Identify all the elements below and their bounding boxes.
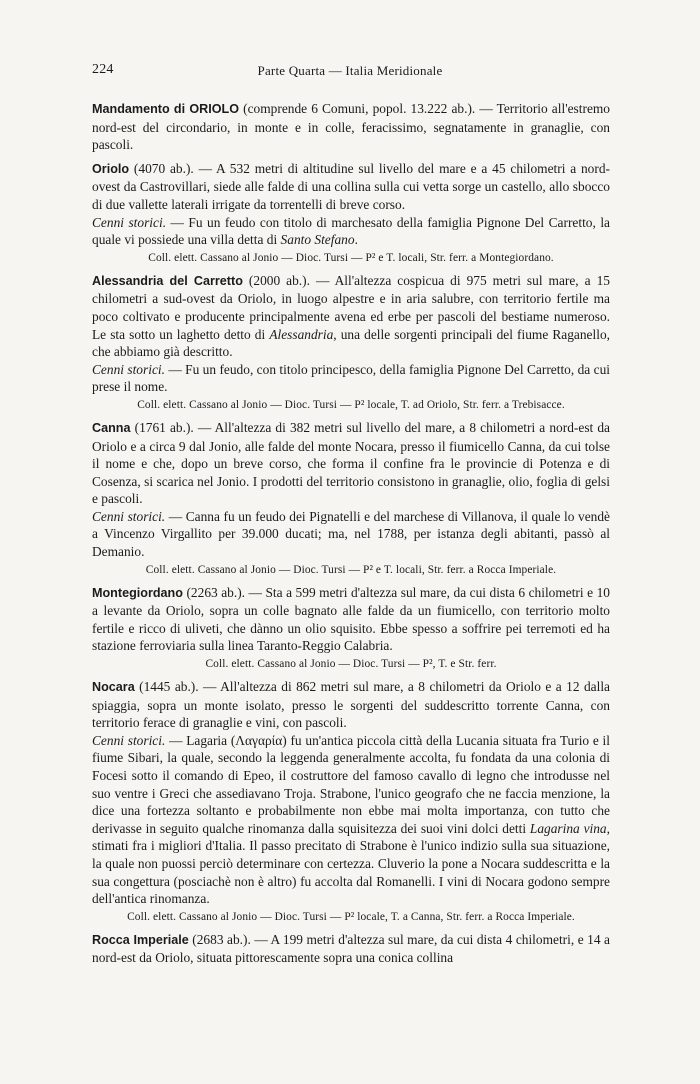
entry-rocca-imperiale — [92, 931, 610, 967]
entry-paragraph — [92, 100, 610, 154]
page-number: 224 — [92, 62, 114, 77]
entry-paragraph — [92, 272, 610, 361]
entry-paragraph — [92, 584, 610, 655]
entry-text: (1445 ab.). — All'altezza di 862 metri sul mare, a 8 chilometri da Oriolo e a 12 dalla spiaggia, sopra un monte isolato, presso le sorgenti del suddescritto torrente Canna, con territorio ferace di granaglie e vini, con pascoli. — [92, 679, 610, 731]
history-label: Cenni storici. — [92, 214, 167, 230]
entry-name: Montegiordano — [92, 585, 183, 600]
entry-italic: Alessandria — [269, 326, 334, 342]
history-text: — Fu un feudo, con titolo principesco, della famiglia Pignone Del Carretto, da cui prese il nome. — [92, 361, 610, 395]
entry-canna — [92, 419, 610, 578]
administrative-note: Coll. elett. Cassano al Jonio — Dioc. Tursi — P² e T. locali, Str. ferr. a Montegiordano. — [148, 251, 554, 264]
page-header — [92, 62, 608, 84]
entry-text: (2683 ab.). — A 199 metri d'altezza sul mare, da cui dista 4 chilometri, e 14 a nord-est da Oriolo, situata pittorescamente sopra una conica collina — [92, 931, 610, 966]
entry-text: (1761 ab.). — All'altezza di 382 metri sul livello del mare, a 8 chilometri a nord-est da Oriolo e a circa 9 dal Jonio, alle falde del monte Nocara, presso il fiumicello Canna, da cui tolse il nome e che, dopo un breve corso, che forma il confine fra le provincie di Potenza e di Cosenza, si scarica nel Jonio. I prodotti del territorio consistono in granaglie, olio, foglia di gelsi e pascoli. — [92, 419, 610, 507]
entry-paragraph — [92, 678, 610, 732]
entry-name: Canna — [92, 420, 131, 435]
history-text: — Fu un feudo con titolo di marchesato della famiglia Pignone Del Carretto, la quale vi possiede una villa detta di — [92, 214, 610, 248]
history-label: Cenni storici. — [92, 508, 166, 524]
history-paragraph — [92, 214, 610, 249]
history-paragraph — [92, 508, 610, 561]
history-text-end: , stimati fra i migliori d'Italia. Il passo precitato di Strabone è l'unico indizio sulla sua situazione, la quale non puossi perciò determinare con certezza. Cluverio la pone a Nocara suddescritta e la sua congettura (posciachè non è altro) fu accolta dal Romanelli. I vini di Nocara godono sempre dell'antica rinomanza. — [92, 820, 610, 907]
entry-paragraph — [92, 419, 610, 508]
entry-text: (4070 ab.). — A 532 metri di altitudine sul livello del mare e a 45 chilometri a nord-ovest da Castrovillari, siede alle falde di una collina sulla cui vetta sorge un castello, allo sbocco di due vallette laterali irrigate da torrentelli di breve corso. — [92, 160, 610, 212]
history-text: — Canna fu un feudo dei Pignatelli e del marchese di Villanova, il quale lo vendè a Vincenzo Virgallito per 39.000 ducati; ma, nel 1788, per istanza degli abitanti, passò al Demanio. — [92, 508, 610, 560]
history-paragraph — [92, 361, 610, 396]
entry-montegiordano — [92, 584, 610, 672]
entry-text: (comprende 6 Comuni, popol. 13.222 ab.). — Territorio all'estremo nord-est del circondario, in monte e in colle, feracissimo, segnatamente in granaglie, con pascoli. — [92, 101, 610, 153]
running-title: Parte Quarta — Italia Meridionale — [257, 63, 443, 78]
entry-text-end: , una delle sorgenti principali del fiume Raganello, che abbiamo già descritto. — [92, 326, 610, 360]
entry-text: (2000 ab.). — All'altezza cospicua di 975 metri sul mare, a 15 chilometri a sud-ovest da Oriolo, in luogo alpestre e in aria salubre, con territorio fertile ma poco coltivato e producente principalmente avena ed erbe per pascoli del bestiame numeroso. Le sta sotto un laghetto detto di — [92, 272, 610, 342]
administrative-note: Coll. elett. Cassano al Jonio — Dioc. Tursi — P² locale, T. ad Oriolo, Str. ferr. a Trebisacce. — [137, 398, 565, 411]
history-text: — Lagaria (Λαγαρία) fu un'antica piccola città della Lucania situata fra Turio e il fiume Sibari, la quale, secondo la leggenda generalmente accolta, fu fondata da una colonia di Focesi sotto il comando di Epeo, il costruttore del famoso cavallo di legno che introdusse nel suo ventre i Greci che assediavano Troja. Strabone, l'unico geografo che ne faccia menzione, la dice una fortezza soltanto e probabilmente non ebbe mai molta importanza, con tutto che derivasse in seguito qualche rinomanza dalla squisitezza dei suoi vini dolci detti — [92, 732, 610, 836]
entry-name: Mandamento di ORIOLO — [92, 102, 240, 116]
entry-paragraph — [92, 160, 610, 214]
entry-mandamento-oriolo — [92, 100, 610, 154]
history-italic: Santo Stefano — [280, 232, 355, 248]
page-body — [92, 100, 610, 973]
administrative-note: Coll. elett. Cassano al Jonio — Dioc. Tursi — P² e T. locali, Str. ferr. a Rocca Imperiale. — [145, 563, 557, 576]
history-label: Cenni storici. — [92, 361, 165, 377]
entry-text: (2263 ab.). — Sta a 599 metri d'altezza sul mare, da cui dista 6 chilometri e 10 a levante da Oriolo, sopra un colle bagnato alle falde da un fiumicello, con territorio molto fertile e ricco di uliveti, che dànno un olio squisito. Ebbe spesso a soffrire pei terremoti ed ha stazione ferroviaria sulla linea Taranto-Reggio Calabria. — [92, 584, 610, 654]
history-text-end: . — [354, 232, 358, 248]
entry-nocara — [92, 678, 610, 925]
administrative-note: Coll. elett. Cassano al Jonio — Dioc. Tursi — P², T. e Str. ferr. — [205, 658, 497, 671]
entry-oriolo — [92, 160, 610, 266]
history-paragraph — [92, 732, 610, 908]
entry-name: Nocara — [92, 680, 135, 695]
entry-paragraph — [92, 931, 610, 967]
entry-name: Alessandria del Carretto — [92, 273, 243, 288]
administrative-note: Coll. elett. Cassano al Jonio — Dioc. Tursi — P² locale, T. a Canna, Str. ferr. a Rocca Imperiale. — [127, 910, 575, 923]
history-label: Cenni storici. — [92, 732, 166, 748]
history-italic: Lagarina vina — [529, 820, 607, 836]
entry-name: Oriolo — [92, 161, 130, 176]
entry-name: Rocca Imperiale — [92, 932, 189, 947]
entry-alessandria-del-carretto — [92, 272, 610, 413]
